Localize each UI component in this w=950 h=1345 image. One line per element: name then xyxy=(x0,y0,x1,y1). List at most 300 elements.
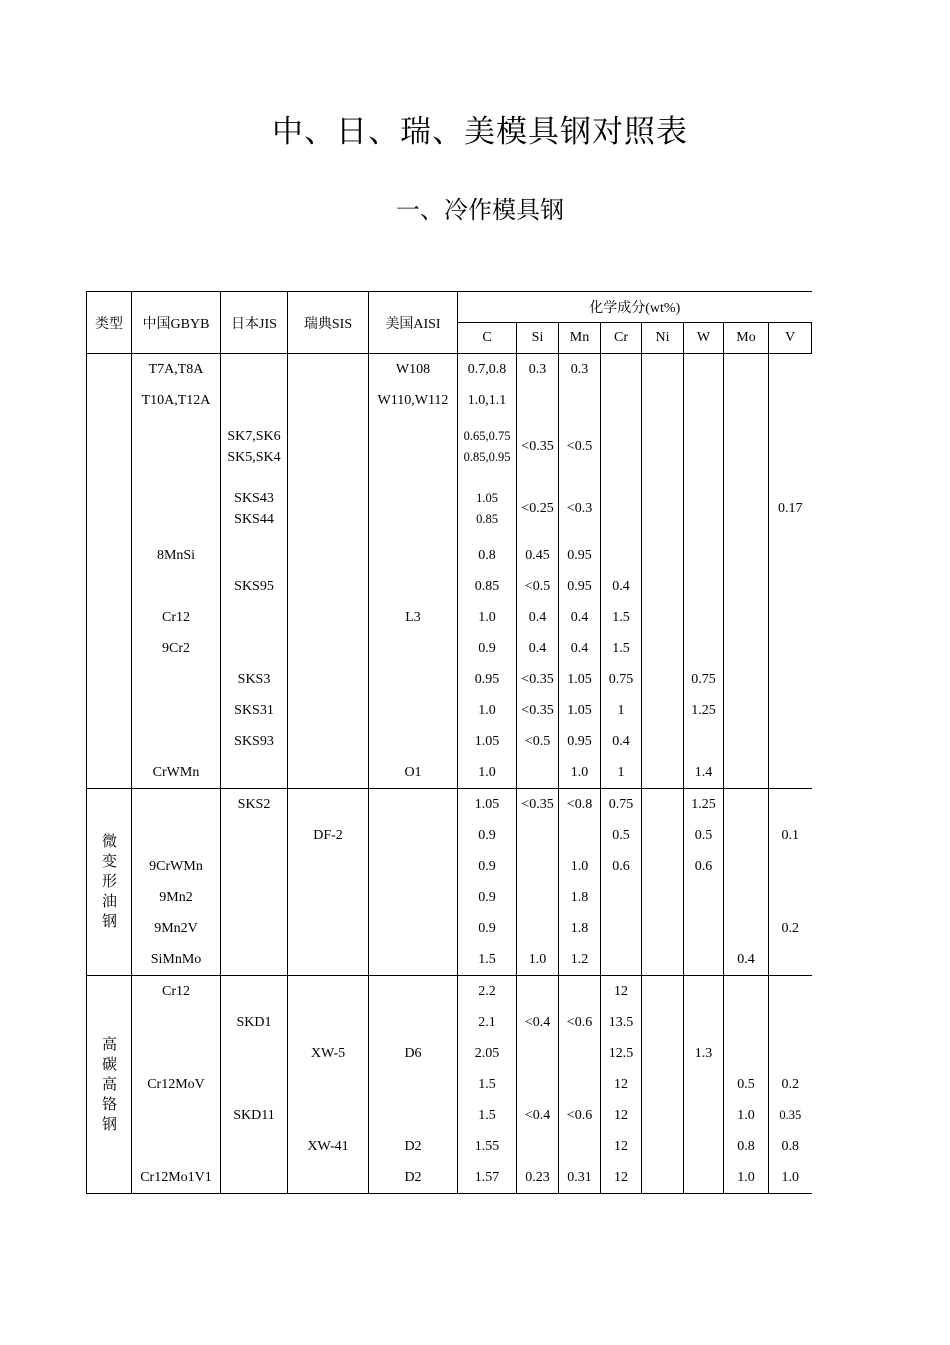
cell-v xyxy=(769,633,812,664)
cell-us-value xyxy=(369,789,457,820)
cell-ni xyxy=(642,1162,684,1194)
cell-si-value: <0.35 xyxy=(521,439,554,454)
cell-se-value: XW-41 xyxy=(307,1139,349,1154)
cell-cr xyxy=(601,913,642,944)
cell-mn-value: 1.05 xyxy=(567,703,592,718)
table-row xyxy=(87,602,812,633)
cell-mn-value: 0.4 xyxy=(570,641,589,656)
cell-cr xyxy=(601,571,642,602)
cell-c xyxy=(458,1007,517,1038)
cell-cn-value: 9CrWMn xyxy=(149,859,203,874)
cell-si-value xyxy=(517,882,558,913)
cell-w xyxy=(684,1007,724,1038)
cell-jp-value: SKD1 xyxy=(236,1015,272,1030)
cell-mo-value xyxy=(724,602,768,633)
cell-mn-value: 0.3 xyxy=(570,362,589,377)
cell-v-value xyxy=(769,664,812,695)
cell-us xyxy=(369,1162,458,1194)
cell-c-value: 1.0,1.1 xyxy=(467,393,507,408)
cell-jp xyxy=(221,726,288,757)
cell-se xyxy=(288,571,369,602)
cell-c xyxy=(458,602,517,633)
cell-mo-value xyxy=(724,633,768,664)
table-row xyxy=(87,1069,812,1100)
cell-se xyxy=(288,695,369,726)
cell-jp xyxy=(221,1069,288,1100)
cell-cr xyxy=(601,851,642,882)
cell-ni-value xyxy=(642,540,683,571)
cell-mn-value: 0.95 xyxy=(567,548,592,563)
cell-cn xyxy=(132,851,221,882)
cell-jp xyxy=(221,385,288,416)
cell-jp-value: SKS2 xyxy=(237,797,271,812)
cell-se xyxy=(288,757,369,789)
cell-si-value: <0.35 xyxy=(521,703,554,718)
group-type-label: 高碳高铬钢 xyxy=(102,1036,118,1133)
cell-us xyxy=(369,478,458,540)
table-row xyxy=(87,1100,812,1131)
cell-cn-value xyxy=(132,820,220,851)
cell-mn-value: 1.0 xyxy=(570,765,589,780)
cell-v xyxy=(769,1007,812,1038)
cell-v xyxy=(769,416,812,478)
cell-se xyxy=(288,820,369,851)
cell-se-value xyxy=(288,913,368,944)
cell-si xyxy=(517,757,559,789)
cell-us-value xyxy=(369,882,457,913)
cell-jp xyxy=(221,602,288,633)
cell-ni xyxy=(642,1038,684,1069)
cell-mn xyxy=(559,602,601,633)
cell-c xyxy=(458,571,517,602)
cell-us xyxy=(369,1038,458,1069)
cell-jp-value xyxy=(221,1069,287,1100)
cell-ni xyxy=(642,695,684,726)
cell-si xyxy=(517,540,559,571)
cell-cn xyxy=(132,726,221,757)
cell-w xyxy=(684,944,724,976)
cell-mo xyxy=(724,633,769,664)
cell-c xyxy=(458,633,517,664)
cell-w-value: 0.6 xyxy=(694,859,713,874)
cell-se xyxy=(288,944,369,976)
cell-jp-value xyxy=(221,851,287,882)
cell-cn xyxy=(132,664,221,695)
cell-mo xyxy=(724,385,769,416)
cell-se-value xyxy=(288,695,368,726)
cell-se-value xyxy=(288,354,368,385)
cell-cr-value: 12 xyxy=(614,1170,628,1185)
cell-cn-value: Cr12 xyxy=(162,984,190,999)
cell-v-value xyxy=(769,571,812,602)
cell-mn-value: <0.6 xyxy=(566,1015,593,1030)
cell-us-value xyxy=(369,913,457,944)
cell-w-value xyxy=(684,1069,723,1100)
cell-us xyxy=(369,944,458,976)
cell-w xyxy=(684,633,724,664)
cell-jp xyxy=(221,851,288,882)
cell-cn-value: Cr12MoV xyxy=(147,1077,205,1092)
cell-v xyxy=(769,571,812,602)
cell-v xyxy=(769,820,812,851)
cell-c xyxy=(458,820,517,851)
cell-cn xyxy=(132,354,221,386)
cell-se-value xyxy=(288,664,368,695)
cell-us xyxy=(369,757,458,789)
cell-w xyxy=(684,354,724,386)
cell-c-line1: 0.65,0.75 xyxy=(463,429,511,443)
cell-jp-value xyxy=(221,385,287,416)
cell-cr-value: 0.6 xyxy=(612,859,630,874)
cell-cr xyxy=(601,1162,642,1194)
cell-cn-value xyxy=(132,1131,220,1162)
cell-ni-value xyxy=(642,385,683,416)
cell-c-value: 0.85 xyxy=(474,579,500,594)
table-row xyxy=(87,633,812,664)
cell-jp-value: SKS95 xyxy=(234,579,274,594)
cell-v xyxy=(769,478,812,540)
section-subtitle: 一、冷作模具钢 xyxy=(396,198,564,224)
cell-v xyxy=(769,385,812,416)
cell-cr xyxy=(601,1100,642,1131)
cell-cn-value xyxy=(132,1038,220,1069)
cell-mn xyxy=(559,1162,601,1194)
cell-se-value xyxy=(288,789,368,820)
cell-se-value xyxy=(288,571,368,602)
cell-cr-value: 12.5 xyxy=(608,1046,634,1061)
cell-c xyxy=(458,478,517,540)
cell-mn xyxy=(559,1007,601,1038)
cell-mo xyxy=(724,913,769,944)
cell-us-value xyxy=(369,571,457,602)
cell-mn xyxy=(559,976,601,1008)
cell-cr xyxy=(601,944,642,976)
page-title: 中、日、瑞、美模具钢对照表 xyxy=(272,114,688,149)
steel-comparison-table xyxy=(86,291,812,1194)
cell-us-value: L3 xyxy=(405,610,421,625)
cell-v-value xyxy=(769,1038,812,1069)
cell-mn xyxy=(559,1131,601,1162)
cell-us xyxy=(369,354,458,386)
cell-c-value: 0.9 xyxy=(478,828,496,843)
cell-jp-value xyxy=(221,602,287,633)
cell-w-value xyxy=(684,1100,723,1131)
cell-cr xyxy=(601,633,642,664)
cell-mn-value: 0.4 xyxy=(570,610,589,625)
cell-cr-value: 1.5 xyxy=(612,641,630,656)
cell-ni xyxy=(642,1131,684,1162)
cell-jp-value xyxy=(221,1162,287,1193)
cell-us-value: D2 xyxy=(404,1170,422,1185)
cell-v-value: 0.35 xyxy=(779,1108,802,1122)
table-row xyxy=(87,1007,812,1038)
cell-ni xyxy=(642,851,684,882)
cell-ni-value xyxy=(642,1007,683,1038)
cell-w-value xyxy=(684,602,723,633)
header-element-w: W xyxy=(684,323,724,354)
cell-c xyxy=(458,1038,517,1069)
cell-c-value: 1.0 xyxy=(478,765,496,780)
cell-ni xyxy=(642,1100,684,1131)
cell-w-value xyxy=(684,1131,723,1162)
cell-cn xyxy=(132,882,221,913)
cell-si xyxy=(517,478,559,540)
cell-jp xyxy=(221,820,288,851)
header-element-cr: Cr xyxy=(601,323,642,354)
cell-mo xyxy=(724,882,769,913)
cell-v-value xyxy=(769,385,812,416)
cell-ni-value xyxy=(642,976,683,1007)
cell-w-value xyxy=(684,976,723,1007)
cell-c xyxy=(458,416,517,478)
cell-se-value xyxy=(288,851,368,882)
cell-si xyxy=(517,789,559,821)
cell-si-value xyxy=(517,385,558,416)
cell-c xyxy=(458,726,517,757)
cell-cn xyxy=(132,913,221,944)
cell-ni-value xyxy=(642,664,683,695)
cell-mo xyxy=(724,820,769,851)
cell-jp-value xyxy=(221,913,287,944)
cell-v xyxy=(769,1131,812,1162)
cell-v xyxy=(769,354,812,386)
cell-w-value xyxy=(684,1007,723,1038)
cell-cn xyxy=(132,416,221,478)
cell-ni xyxy=(642,789,684,821)
cell-w xyxy=(684,478,724,540)
cell-mn xyxy=(559,882,601,913)
cell-jp-value: SKS93 xyxy=(234,734,274,749)
cell-ni-value xyxy=(642,851,683,882)
cell-w xyxy=(684,571,724,602)
cell-mn xyxy=(559,695,601,726)
cell-cn-value xyxy=(132,571,220,602)
cell-us xyxy=(369,1007,458,1038)
cell-mo-value xyxy=(724,913,768,944)
cell-cr-value: 12 xyxy=(614,1108,628,1123)
cell-cn-value xyxy=(132,1007,220,1038)
cell-v xyxy=(769,664,812,695)
cell-jp-value xyxy=(221,354,287,385)
cell-si xyxy=(517,1007,559,1038)
cell-cn-value: SiMnMo xyxy=(150,952,202,967)
cell-mo xyxy=(724,851,769,882)
cell-v-value: 0.8 xyxy=(781,1139,799,1154)
table-row xyxy=(87,354,812,386)
cell-ni xyxy=(642,478,684,540)
cell-mn-value: 1.8 xyxy=(570,921,589,936)
header-element-mo: Mo xyxy=(724,323,769,354)
header-type: 类型 xyxy=(87,292,132,354)
cell-mn xyxy=(559,540,601,571)
cell-w xyxy=(684,851,724,882)
cell-cr xyxy=(601,416,642,478)
cell-se xyxy=(288,1038,369,1069)
cell-mo xyxy=(724,571,769,602)
cell-mn xyxy=(559,1038,601,1069)
cell-w-value: 0.75 xyxy=(691,672,716,687)
cell-w-value: 1.25 xyxy=(691,797,716,812)
cell-c xyxy=(458,664,517,695)
table-row xyxy=(87,1162,812,1194)
cell-mo-value: 0.5 xyxy=(737,1077,755,1092)
cell-w xyxy=(684,1100,724,1131)
cell-cr-value: 0.75 xyxy=(608,797,634,812)
cell-cr xyxy=(601,726,642,757)
cell-si-value xyxy=(517,851,558,882)
cell-mo xyxy=(724,602,769,633)
cell-mo-value xyxy=(724,664,768,695)
cell-w xyxy=(684,789,724,821)
cell-c xyxy=(458,1162,517,1194)
cell-ni xyxy=(642,944,684,976)
cell-mo xyxy=(724,789,769,821)
table-row xyxy=(87,1131,812,1162)
cell-si xyxy=(517,571,559,602)
cell-si-value: <0.5 xyxy=(524,579,551,594)
cell-ni-value xyxy=(642,1162,683,1193)
cell-w xyxy=(684,1038,724,1069)
cell-c-line2: 0.85 xyxy=(476,512,498,526)
cell-us xyxy=(369,789,458,821)
cell-v xyxy=(769,913,812,944)
cell-mn-value: 0.31 xyxy=(567,1170,592,1185)
cell-si xyxy=(517,385,559,416)
cell-se-value xyxy=(288,1007,368,1038)
cell-mo-value: 0.4 xyxy=(737,952,755,967)
cell-c-value: 1.05 xyxy=(474,797,500,812)
cell-cn xyxy=(132,944,221,976)
cell-us xyxy=(369,602,458,633)
cell-cr-value xyxy=(601,882,641,913)
cell-us-value xyxy=(369,976,457,1007)
cell-mn-value: 1.2 xyxy=(570,952,589,967)
cell-v xyxy=(769,882,812,913)
cell-ni xyxy=(642,726,684,757)
cell-c-value: 2.2 xyxy=(478,984,496,999)
cell-se-value xyxy=(288,633,368,664)
cell-w xyxy=(684,1069,724,1100)
cell-cr-value xyxy=(601,913,641,944)
cell-mo xyxy=(724,1007,769,1038)
table-row xyxy=(87,416,812,478)
cell-w xyxy=(684,540,724,571)
cell-si-value: 0.3 xyxy=(528,362,547,377)
cell-w xyxy=(684,416,724,478)
cell-mn-value: 0.95 xyxy=(567,734,592,749)
cell-se xyxy=(288,976,369,1008)
cell-c-value: 0.7,0.8 xyxy=(467,362,507,377)
cell-si-value xyxy=(517,976,558,1007)
cell-v-value xyxy=(769,354,812,385)
cell-ni-value xyxy=(642,882,683,913)
cell-mo-value xyxy=(724,1038,768,1069)
cell-w xyxy=(684,1162,724,1194)
cell-ni xyxy=(642,882,684,913)
cell-mo-value xyxy=(724,726,768,757)
cell-w-value xyxy=(684,354,723,385)
cell-c-value: 0.95 xyxy=(474,672,500,687)
cell-si xyxy=(517,882,559,913)
cell-cn xyxy=(132,695,221,726)
cell-mo xyxy=(724,416,769,478)
cell-us-value xyxy=(369,540,457,571)
cell-mo xyxy=(724,1131,769,1162)
cell-us xyxy=(369,664,458,695)
cell-cn-value xyxy=(132,664,220,695)
cell-se xyxy=(288,602,369,633)
cell-c-value: 1.0 xyxy=(478,703,496,718)
cell-us-value: O1 xyxy=(404,765,422,780)
cell-v xyxy=(769,789,812,821)
cell-se-value xyxy=(288,540,368,571)
cell-mn-value xyxy=(559,385,600,416)
cell-si xyxy=(517,851,559,882)
cell-cn xyxy=(132,1100,221,1131)
cell-jp-value xyxy=(221,1131,287,1162)
table-row xyxy=(87,757,812,789)
cell-v-value: 0.17 xyxy=(778,501,803,516)
cell-mn xyxy=(559,851,601,882)
cell-se xyxy=(288,1007,369,1038)
cell-v-value xyxy=(769,757,812,788)
cell-mo-value: 0.8 xyxy=(737,1139,755,1154)
cell-us-value xyxy=(369,1069,457,1100)
cell-se-value xyxy=(288,976,368,1007)
cell-ni xyxy=(642,602,684,633)
cell-ni xyxy=(642,540,684,571)
cell-us xyxy=(369,1100,458,1131)
cell-cr xyxy=(601,385,642,416)
cell-mn xyxy=(559,354,601,386)
cell-jp-value xyxy=(221,976,287,1007)
cell-mn xyxy=(559,416,601,478)
cell-se xyxy=(288,478,369,540)
cell-cr-value: 12 xyxy=(614,984,628,999)
cell-jp-line2: SK5,SK4 xyxy=(227,450,281,465)
cell-w-value: 0.5 xyxy=(694,828,713,843)
cell-si-value xyxy=(517,757,558,788)
cell-mo xyxy=(724,944,769,976)
table-row xyxy=(87,882,812,913)
cell-mo xyxy=(724,1162,769,1194)
cell-cn-value: Cr12Mo1V1 xyxy=(140,1170,212,1185)
table-row xyxy=(87,851,812,882)
cell-cn-value: T10A,T12A xyxy=(141,393,211,408)
cell-cr-value: 13.5 xyxy=(608,1015,634,1030)
cell-se xyxy=(288,416,369,478)
cell-mn-value: <0.3 xyxy=(566,501,593,516)
cell-us xyxy=(369,571,458,602)
cell-si-value: <0.25 xyxy=(521,501,554,516)
cell-v-value xyxy=(769,726,812,757)
cell-cn xyxy=(132,1131,221,1162)
cell-c xyxy=(458,944,517,976)
cell-cn-value xyxy=(132,695,220,726)
cell-cr-value: 0.4 xyxy=(612,579,630,594)
cell-v xyxy=(769,1162,812,1194)
cell-us xyxy=(369,695,458,726)
cell-si-value: 1.0 xyxy=(528,952,547,967)
table-row xyxy=(87,478,812,540)
cell-cr xyxy=(601,882,642,913)
cell-w-value xyxy=(684,726,723,757)
cell-se xyxy=(288,789,369,821)
cell-se-value xyxy=(288,1069,368,1100)
cell-ni-value xyxy=(642,1131,683,1162)
cell-cn-value: 9Mn2 xyxy=(159,890,193,905)
cell-jp-line2: SKS44 xyxy=(234,512,274,527)
